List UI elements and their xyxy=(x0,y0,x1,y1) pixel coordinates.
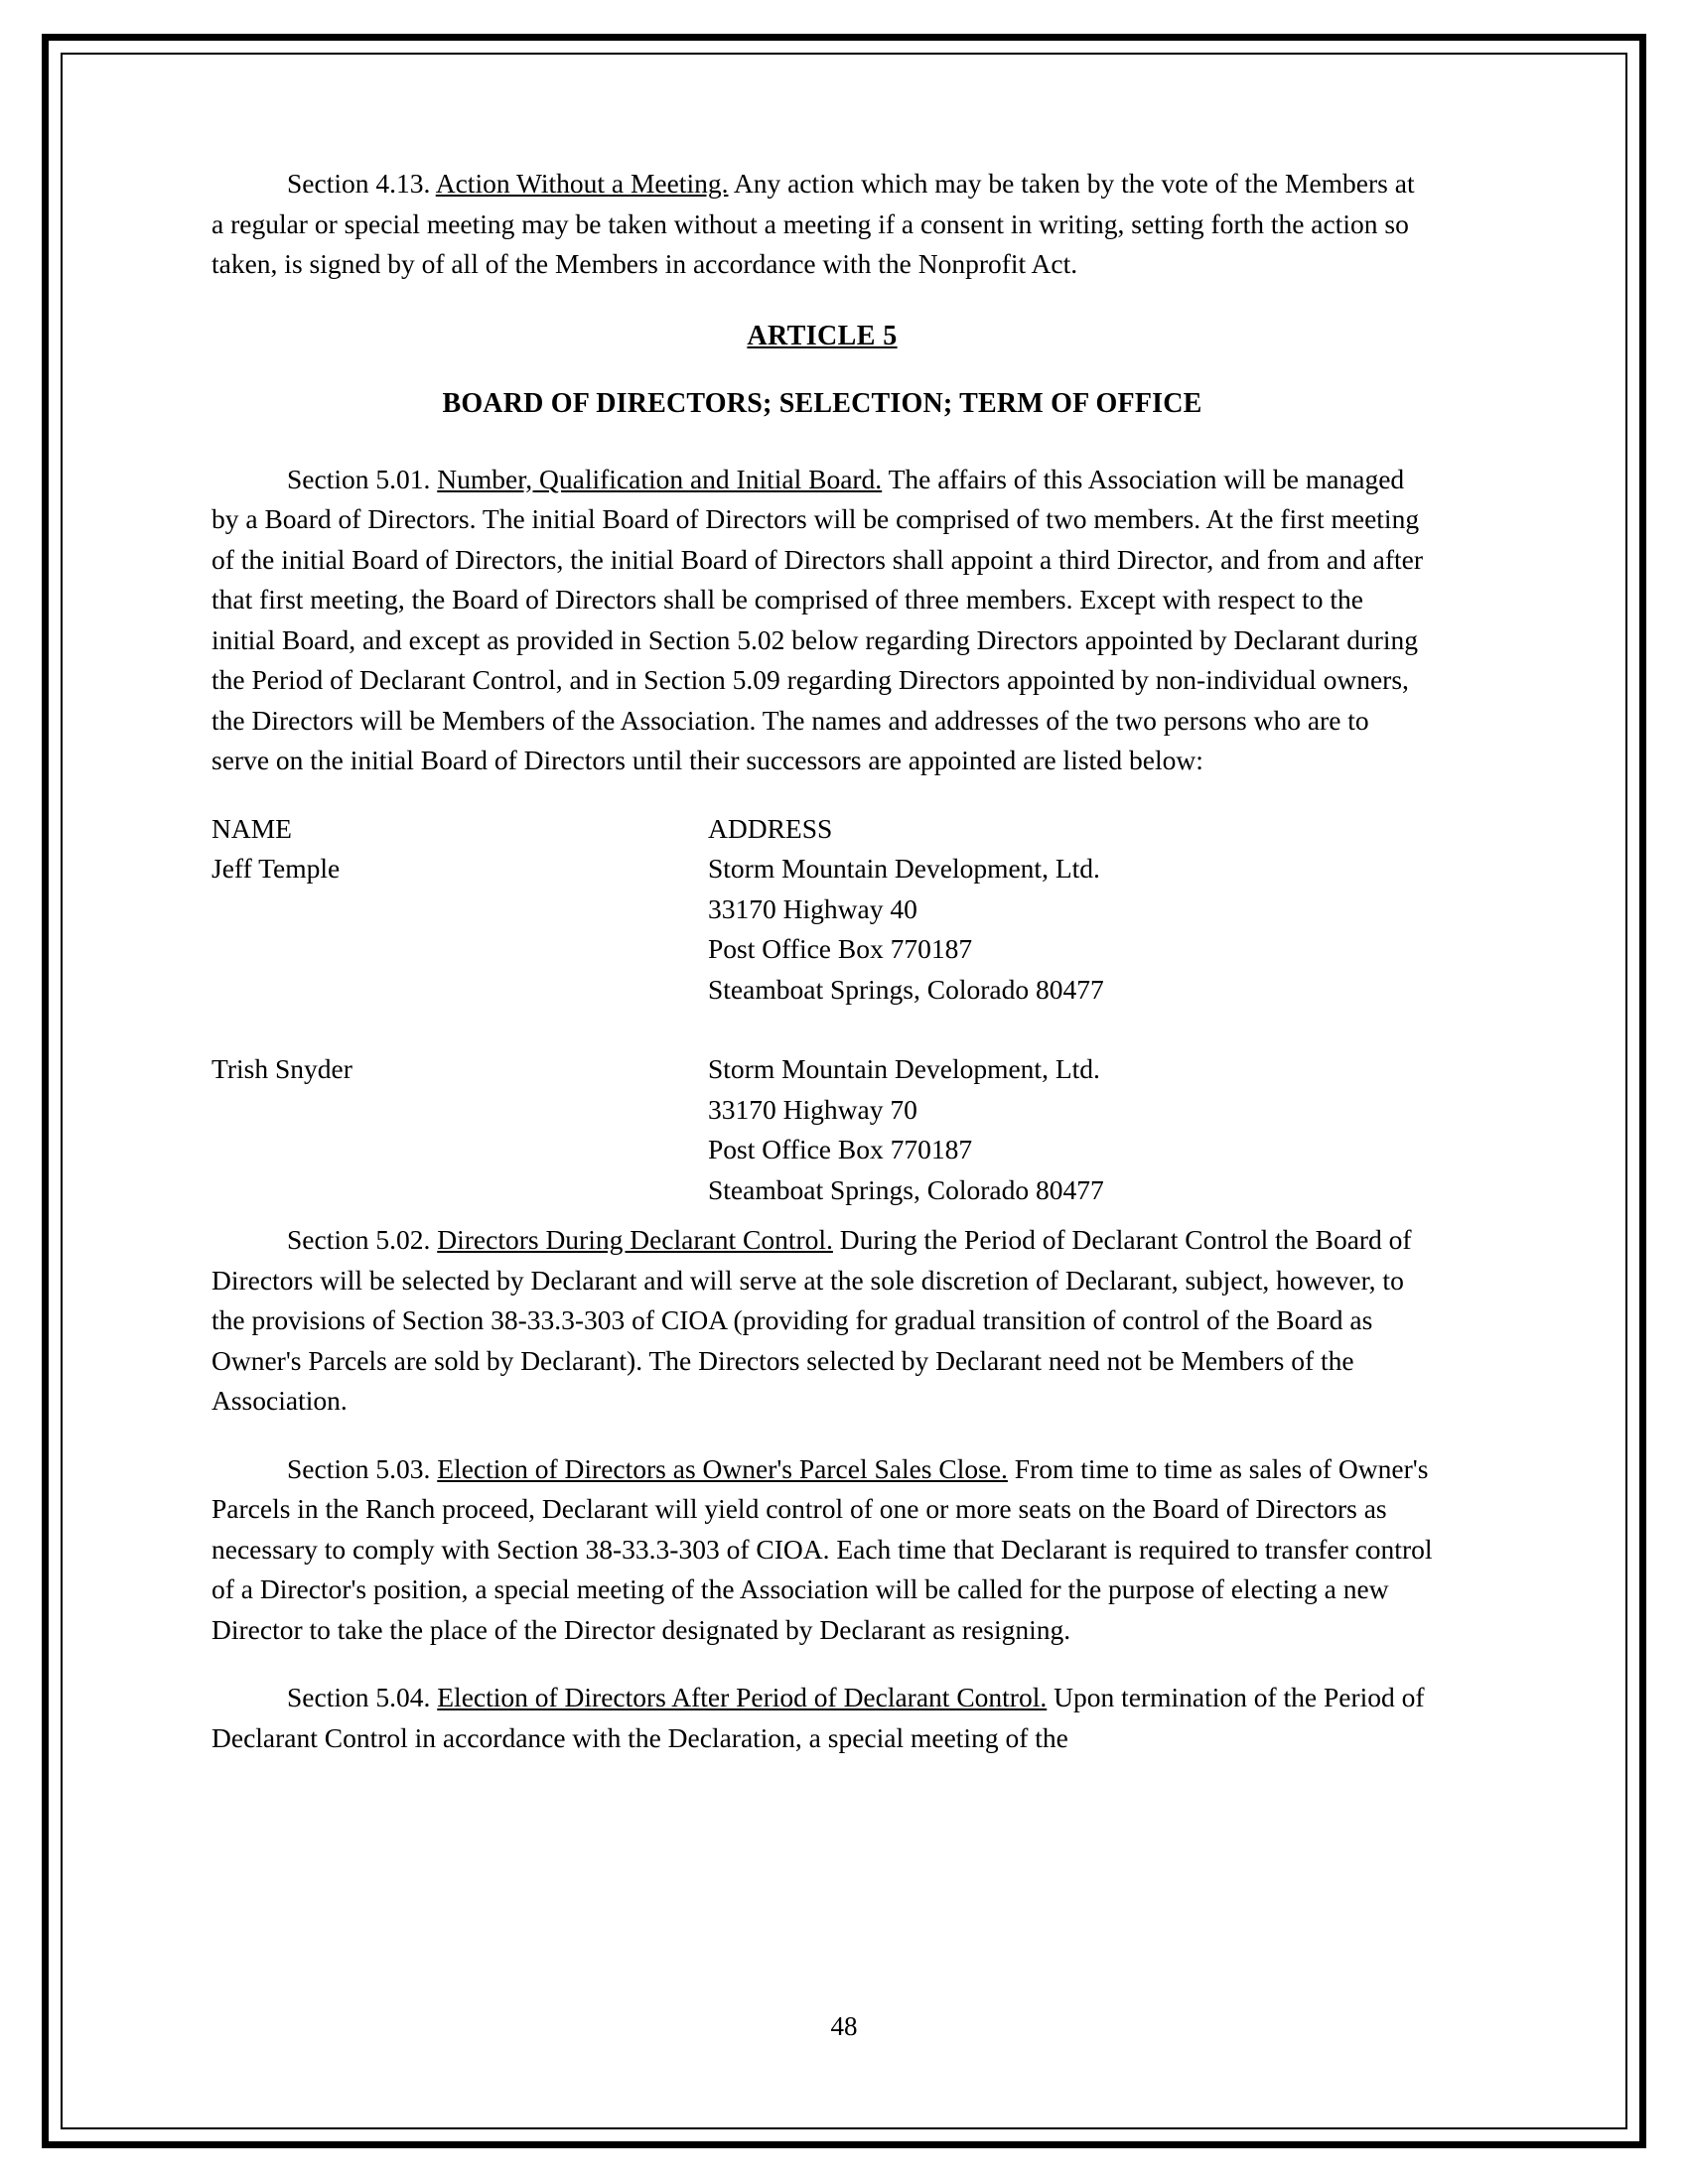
table-row xyxy=(211,1049,1433,1210)
section-heading: Action Without a Meeting. xyxy=(435,168,729,199)
address-line: 33170 Highway 70 xyxy=(708,1093,917,1125)
page-number: 48 xyxy=(830,2011,858,2041)
page-border-outer xyxy=(42,34,1646,2148)
paragraph-section-5-04 xyxy=(211,1678,1433,1758)
address-line: 33170 Highway 40 xyxy=(708,892,917,924)
initial-directors-table xyxy=(211,809,1433,1211)
table-row-spacer xyxy=(211,1010,1433,1049)
section-label: Section 5.02. xyxy=(287,1224,431,1255)
section-body: Any action which may be taken by the vote of the Members at a regular or special meeting may be taken without a meeting if a consent in writing, setting forth the action so taken, is signed by of all of the Members in accordance with the Nonprofit Act. xyxy=(211,168,1415,279)
table-row xyxy=(211,849,1433,1010)
director-name: Trish Snyder xyxy=(211,1053,352,1084)
section-heading: Directors During Declarant Control. xyxy=(437,1224,833,1255)
director-address xyxy=(708,849,1433,1010)
address-line: Post Office Box 770187 xyxy=(708,933,973,964)
section-label: Section 5.04. xyxy=(287,1682,431,1712)
table-header-row xyxy=(211,809,1433,850)
director-name: Jeff Temple xyxy=(211,853,341,884)
paragraph-section-5-01 xyxy=(211,460,1433,781)
address-line: Storm Mountain Development, Ltd. xyxy=(708,853,1100,884)
director-address xyxy=(708,1049,1433,1210)
address-line: Steamboat Springs, Colorado 80477 xyxy=(708,973,1104,1005)
address-line: Post Office Box 770187 xyxy=(708,1134,973,1164)
article-title: ARTICLE 5 xyxy=(747,320,898,351)
section-heading: Election of Directors After Period of Declarant Control. xyxy=(437,1682,1048,1712)
page-border-inner xyxy=(61,53,1627,2129)
section-body: The affairs of this Association will be managed by a Board of Directors. The initial Board of Directors will be comprised of two members. At the first meeting of the initial Board of Directors, the initial Board of Directors shall appoint a third Director, and from and after that first meeting, the Board of Directors shall be comprised of three members. Except with respect to the initial Board, and except as provided in Section 5.02 below regarding Directors appointed by Declarant during the Period of Declarant Control, and in Section 5.09 regarding Directors appointed by non-individual owners, the Directors will be Members of the Association. The names and addresses of the two persons who are to serve on the initial Board of Directors until their successors are appointed are listed below: xyxy=(211,463,1423,775)
spacer-cell xyxy=(211,1010,708,1049)
section-label: Section 4.13. xyxy=(287,168,431,199)
paragraph-section-5-02 xyxy=(211,1220,1433,1422)
spacer-cell xyxy=(708,1010,1433,1049)
section-body: Upon termination of the Period of Declarant Control in accordance with the Declaration, a special meeting of the xyxy=(211,1682,1425,1753)
paragraph-section-4-13 xyxy=(211,164,1433,285)
section-body: From time to time as sales of Owner's Parcels in the Ranch proceed, Declarant will yield control of one or more seats on the Board of Directors as necessary to comply with Section 38-33.3-303 of CIOA. Each time that Declarant is required to transfer control of a Director's position, a special meeting of the Association will be called for the purpose of electing a new Director to take the place of the Director designated by Declarant as resigning. xyxy=(211,1452,1433,1645)
section-label: Section 5.01. xyxy=(287,463,431,494)
section-body: During the Period of Declarant Control the Board of Directors will be selected by Declarant and will serve at the sole discretion of Declarant, subject, however, to the provisions of Section 38-33.3-303 of CIOA (providing for gradual transition of control of the Board as Owner's Parcels are sold by Declarant). The Directors selected by Declarant need not be Members of the Association. xyxy=(211,1224,1412,1416)
section-heading: Number, Qualification and Initial Board. xyxy=(437,463,883,494)
section-label: Section 5.03. xyxy=(287,1452,431,1484)
paragraph-section-5-03 xyxy=(211,1449,1433,1651)
page-content xyxy=(211,164,1433,1786)
column-header-name: NAME xyxy=(211,812,292,844)
column-header-address: ADDRESS xyxy=(708,812,833,844)
section-heading: Election of Directors as Owner's Parcel Sales Close. xyxy=(437,1452,1008,1484)
article-subtitle: BOARD OF DIRECTORS; SELECTION; TERM OF OFFICE xyxy=(442,387,1202,419)
address-line: Storm Mountain Development, Ltd. xyxy=(708,1053,1100,1084)
address-line: Steamboat Springs, Colorado 80477 xyxy=(708,1173,1104,1205)
